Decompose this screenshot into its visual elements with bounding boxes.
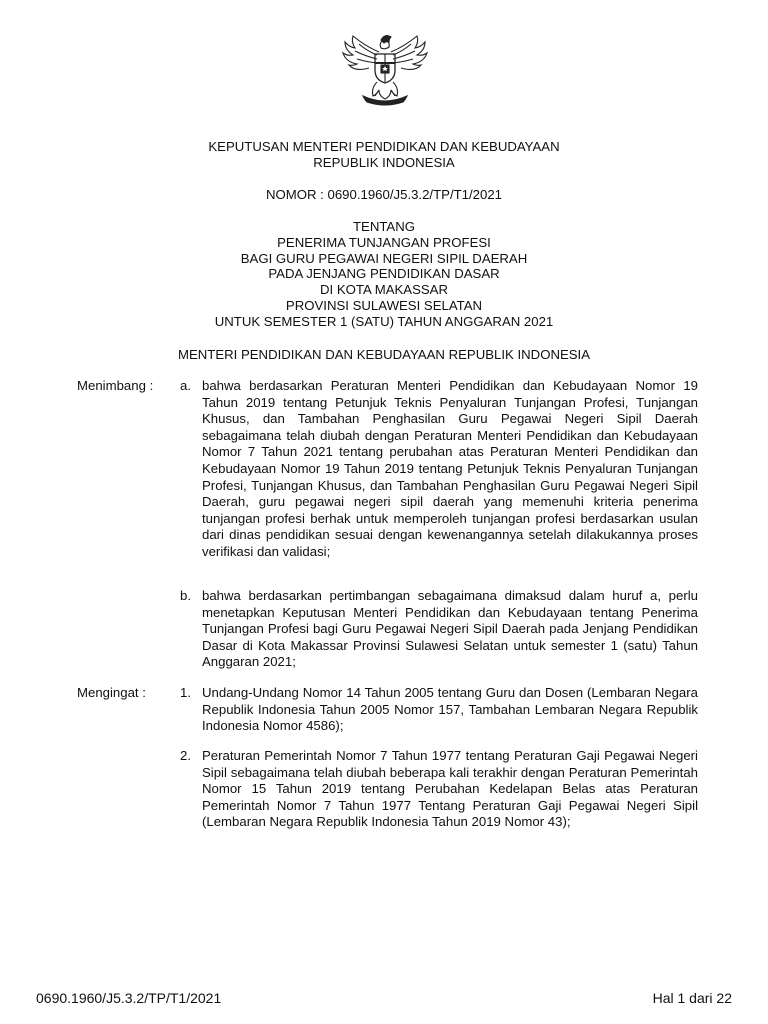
menimbang-item-b: bahwa berdasarkan pertimbangan sebagaimana dimaksud dalam huruf a, perlu menetapkan Keputusan Menteri Pendidikan dan Kebudayaan tentang Penerima Tunjangan Profesi bagi Guru Pegawai Negeri Sipil Daerah pada Jenjang Pendidikan Dasar di Kota Makassar Provinsi Sulawesi Selatan untuk semester 1 (satu) Tahun Anggaran 2021; [202, 588, 698, 670]
subject-line: BAGI GURU PEGAWAI NEGERI SIPIL DAERAH [240, 250, 528, 266]
tentang-label: TENTANG [352, 219, 416, 234]
heading-line-1: KEPUTUSAN MENTERI PENDIDIKAN DAN KEBUDAYAAN [208, 139, 560, 154]
mengingat-item-2: Peraturan Pemerintah Nomor 7 Tahun 1977 tentang Peraturan Gaji Pegawai Negeri Sipil sebagaimana telah diubah beberapa kali terakhir dengan Peraturan Pemerintah Nomor 15 Tahun 2019 tentang Perubahan Kedelapan Belas atas Peraturan Pemerintah Nomor 7 Tahun 1977 Tentang Peraturan Gaji Pegawai Negeri Sipil (Lembaran Negara Republik Indonesia Tahun 2019 Nomor 43); [202, 748, 698, 830]
decree-subject [60, 219, 708, 330]
decree-number-text: NOMOR : 0690.1960/J5.3.2/TP/T1/2021 [265, 187, 503, 202]
issuer-heading [60, 347, 708, 363]
subject-line: DI KOTA MAKASSAR [320, 282, 448, 298]
subject-line: PROVINSI SULAWESI SELATAN [285, 297, 483, 313]
subject-line: PADA JENJANG PENDIDIKAN DASAR [268, 266, 500, 282]
footer-page-info: Hal 1 dari 22 [652, 990, 732, 1006]
garuda-emblem-icon [337, 30, 433, 108]
heading-line-2: REPUBLIK INDONESIA [313, 154, 455, 170]
subject-line: UNTUK SEMESTER 1 (SATU) TAHUN ANGGARAN 2021 [214, 313, 554, 329]
list-marker: 2. [180, 748, 191, 763]
document-heading [60, 139, 708, 171]
list-marker: 1. [180, 685, 191, 700]
footer-doc-number: 0690.1960/J5.3.2/TP/T1/2021 [36, 990, 222, 1006]
mengingat-item-1: Undang-Undang Nomor 14 Tahun 2005 tentang Guru dan Dosen (Lembaran Negara Republik Indonesia Tahun 2005 Nomor 157, Tambahan Lembaran Negara Republik Indonesia Nomor 4586); [202, 685, 698, 734]
subject-line: PENERIMA TUNJANGAN PROFESI [277, 234, 491, 250]
menimbang-label: Menimbang : [77, 378, 154, 393]
decree-number [60, 187, 708, 203]
list-marker: b. [180, 588, 191, 603]
mengingat-label: Mengingat : [77, 685, 146, 700]
list-marker: a. [180, 378, 191, 393]
issuer-text: MENTERI PENDIDIKAN DAN KEBUDAYAAN REPUBLIK INDONESIA [177, 347, 591, 362]
menimbang-item-a: bahwa berdasarkan Peraturan Menteri Pendidikan dan Kebudayaan Nomor 19 Tahun 2019 tentang Petunjuk Teknis Penyaluran Tunjangan Profesi, Tunjangan Khusus, dan Tambahan Penghasilan Guru Pegawai Negeri Sipil Daerah sebagaimana telah diubah dengan Peraturan Menteri Pendidikan dan Kebudayaan Nomor 7 Tahun 2021 tentang perubahan atas Peraturan Menteri Pendidikan dan Kebudayaan Nomor 19 Tahun 2019 tentang Petunjuk Teknis Penyaluran Tunjangan Profesi, Tunjangan Khusus, dan Tambahan Penghasilan Guru Pegawai Negeri Sipil Daerah, guru pegawai negeri sipil daerah yang memenuhi kriteria penerima tunjangan profesi berhak untuk memperoleh tunjangan profesi berdasarkan usulan dari dinas pendidikan sesuai dengan kewenangannya setelah dilakukannya proses verifikasi dan validasi; [202, 378, 698, 559]
